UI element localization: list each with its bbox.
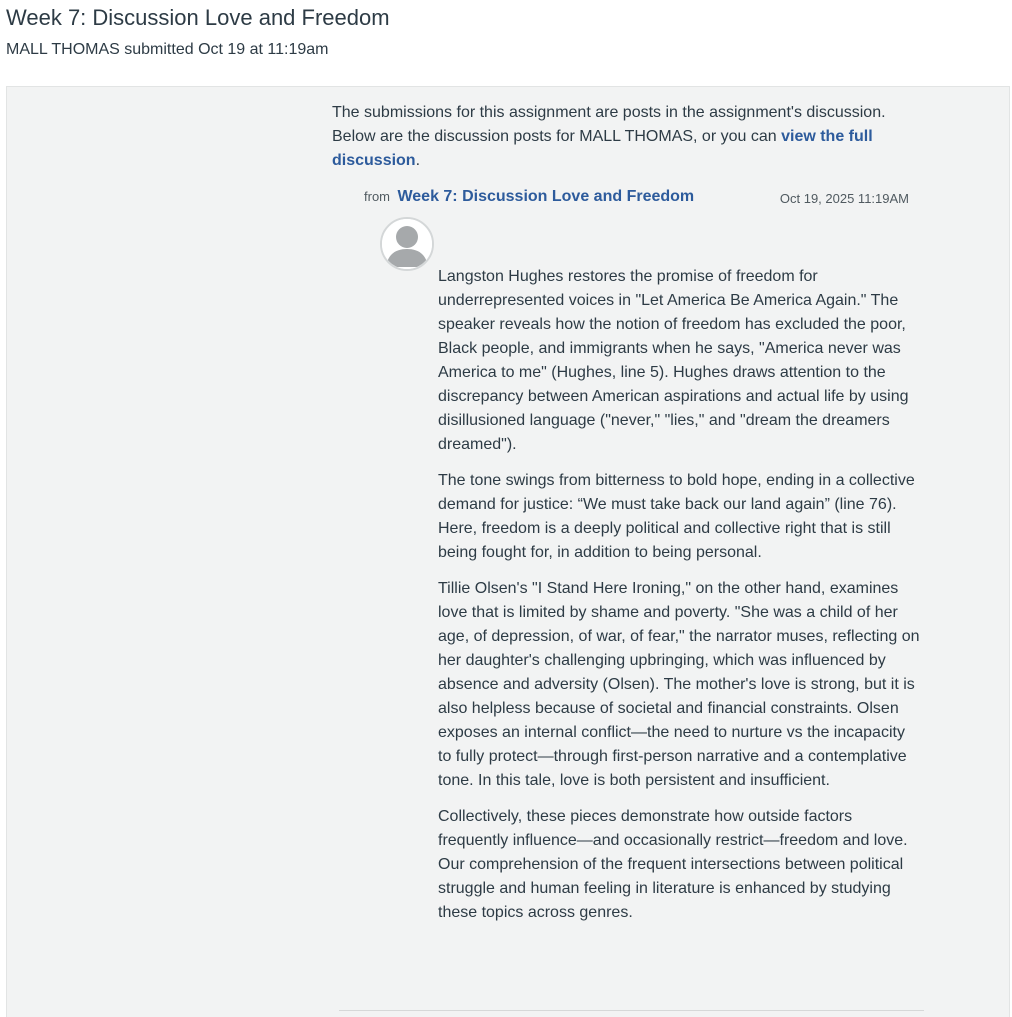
submission-header <box>0 0 1012 60</box>
intro-text-start: The submissions for this assignment are posts in the assignment's discussion. Below are the discussion posts for MALL THOMAS, or you can <box>332 104 886 145</box>
intro-text-end: . <box>415 152 421 169</box>
view-full-discussion-link[interactable]: view the full discussion <box>332 128 873 169</box>
entry-date: Oct 19, 2025 11:19AM <box>779 191 909 206</box>
entry-header <box>364 188 909 210</box>
post-paragraph: Collectively, these pieces demonstrate how outside factors frequently influence—and occasionally restrict—freedom and love. Our comprehension of the frequent intersections between political struggle and human feeling in literature is enhanced by studying these topics across genres. <box>438 808 908 921</box>
from-label: from <box>364 189 390 204</box>
post-paragraph: Tillie Olsen's "I Stand Here Ironing," on the other hand, examines love that is limited by shame and poverty. "She was a child of her age, of depression, of war, of fear," the narrator muses, reflecting on her daughter's challenging upbringing, which was influenced by absence and adversity (Olsen). The mother's love is strong, but it is also helpless because of societal and financial constraints. Olsen exposes an internal conflict—the need to nurture vs the incapacity to fully protect—through first-person narrative and a contemplative tone. In this tale, love is both persistent and insufficient. <box>438 580 920 789</box>
intro-text <box>332 101 922 173</box>
entry-divider <box>339 1010 924 1011</box>
page-title: Week 7: Discussion Love and Freedom <box>6 5 390 30</box>
discussion-post-body <box>438 265 920 937</box>
discussion-topic-link[interactable]: Week 7: Discussion Love and Freedom <box>397 188 695 205</box>
discussion-panel <box>6 86 1010 1017</box>
user-avatar-icon[interactable] <box>380 217 434 271</box>
avatar-silhouette <box>382 219 432 269</box>
submission-info: MALL THOMAS submitted Oct 19 at 11:19am <box>6 41 329 58</box>
post-paragraph: The tone swings from bitterness to bold hope, ending in a collective demand for justice: “We must take back our land again” (line 76). Here, freedom is a deeply political and collective right that is still being fought for, in addition to being personal. <box>438 472 915 561</box>
post-paragraph: Langston Hughes restores the promise of freedom for underrepresented voices in "Let America Be America Again." The speaker reveals how the notion of freedom has excluded the poor, Black people, and immigrants when he says, "America never was America to me" (Hughes, line 5). Hughes draws attention to the discrepancy between American aspirations and actual life by using disillusioned language ("never," "lies," and "dream the dreamers dreamed"). <box>438 268 909 453</box>
